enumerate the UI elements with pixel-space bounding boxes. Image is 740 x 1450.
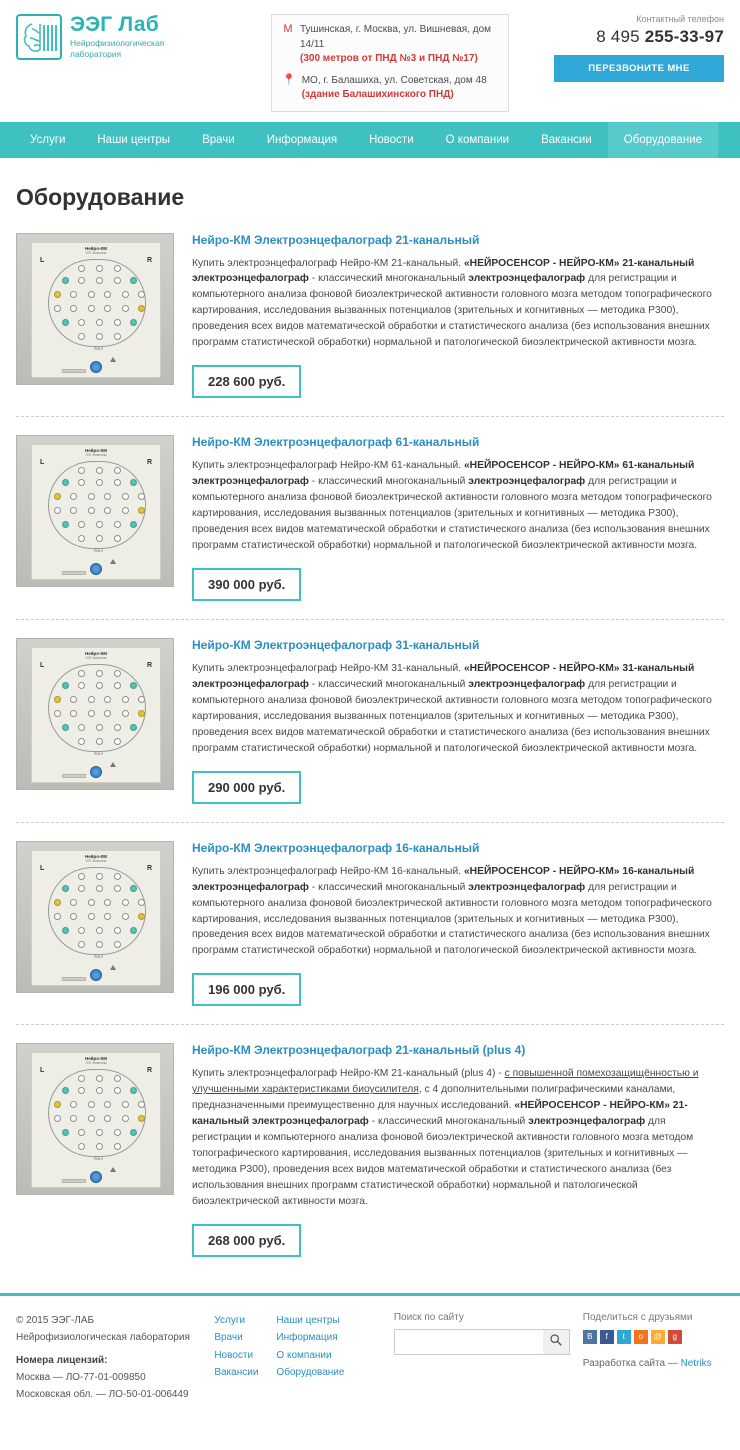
footer-copyright: © 2015 ЭЭГ-ЛАБ (16, 1314, 95, 1326)
nav-item-news[interactable]: Новости (369, 133, 414, 146)
electrode-port (78, 277, 85, 284)
electrode-port (122, 913, 129, 920)
electrode-port (88, 899, 95, 906)
electrode-port (104, 899, 111, 906)
electrode-port (138, 291, 145, 298)
product-info (192, 841, 724, 1007)
metro-icon: М (283, 23, 293, 35)
eeg-device-panel: Нейро-КМ ЭЭГ-Комплекс L R POLY (31, 242, 161, 378)
electrode-port (114, 277, 121, 284)
electrode-port (122, 899, 129, 906)
electrode-port (96, 265, 103, 272)
warning-icon (110, 762, 116, 767)
electrode-port (114, 670, 121, 677)
electrode-port (54, 913, 61, 920)
footer-links-column-2 (276, 1312, 344, 1403)
product-title-link[interactable]: Нейро-КМ Электроэнцефалограф 21-канальный (plus 4) (192, 1043, 526, 1058)
power-knob[interactable] (90, 361, 102, 373)
power-knob[interactable] (90, 969, 102, 981)
developer-link[interactable]: Netriks (680, 1357, 712, 1369)
electrode-port (70, 899, 77, 906)
social-label: Поделиться с друзьями (582, 1311, 693, 1323)
electrode-port (130, 724, 137, 731)
search-button[interactable] (543, 1330, 569, 1354)
electrode-port (70, 696, 77, 703)
nav-item-equipment[interactable]: Оборудование (608, 122, 718, 158)
electrode-port (130, 885, 137, 892)
electrode-port (70, 710, 77, 717)
product-info (192, 1043, 724, 1257)
search-icon (549, 1333, 563, 1347)
odnoklassniki-icon[interactable]: о (634, 1330, 648, 1344)
logo[interactable] (16, 14, 226, 60)
product-price: 268 000 руб. (192, 1224, 301, 1257)
power-knob[interactable] (90, 766, 102, 778)
developer-label: Разработка сайта — (582, 1357, 681, 1369)
electrode-port (114, 873, 121, 880)
product-price: 290 000 руб. (192, 771, 301, 804)
product-title-link[interactable]: Нейро-КМ Электроэнцефалограф 16-канальный (192, 840, 480, 855)
callback-button[interactable]: ПЕРЕЗВОНИТЕ МНЕ (554, 55, 724, 82)
product-description: Купить электроэнцефалограф Нейро-КМ 61-канальный. «НЕЙРОСЕНСОР - НЕЙРО-КМ» 61-канальный электроэнцефалограф - классический многоканальный электроэнцефалограф для регистрации и компьютерного анализа фоновой биоэлектрической активности головного мозга методом топографического картирования, исследования вызванных потенциалов (зрительных и когнитивных — методика Р300), проведения всех видов математической обработки и статистического анализа (без использования внешних программ статистической обработки) нормальной и патологической биоэлектрической активности мозга. (192, 460, 712, 551)
electrode-port (78, 265, 85, 272)
electrode-port (114, 682, 121, 689)
electrode-port (96, 873, 103, 880)
electrode-port (138, 899, 145, 906)
electrode-port (114, 333, 121, 340)
product-image[interactable] (16, 841, 174, 993)
electrode-port (54, 305, 61, 312)
main-content (0, 184, 740, 1257)
electrode-port (114, 319, 121, 326)
electrode-port (96, 670, 103, 677)
product-info (192, 233, 724, 399)
product-info (192, 435, 724, 601)
site-header (0, 0, 740, 122)
footer-license-2: Московская обл. — ЛО-50-01-006449 (16, 1388, 189, 1400)
warning-icon (110, 357, 116, 362)
footer-link-news[interactable]: Новости (214, 1349, 254, 1361)
electrode-port (54, 696, 61, 703)
product-info (192, 638, 724, 804)
social-icons-row (583, 1330, 724, 1344)
contact-label: Контактный телефон (636, 14, 724, 24)
electrode-port (62, 319, 69, 326)
electrode-port (138, 696, 145, 703)
electrode-port (114, 941, 121, 948)
product-title-link[interactable]: Нейро-КМ Электроэнцефалограф 61-канальный (192, 435, 480, 450)
mailru-icon[interactable]: @ (651, 1330, 665, 1344)
electrode-port (88, 913, 95, 920)
product-price: 390 000 руб. (192, 568, 301, 601)
product-description: Купить электроэнцефалограф Нейро-КМ 21-канальный (plus 4) - с повышенной помехозащищённостью и улучшенными характеристиками биоусилителя, с 4 дополнительными полиграфическими каналами, предназначенными преимущественно для научных исследований. «НЕЙРОСЕНСОР - НЕЙРО-КМ» 21-канальный электроэнцефалограф - классический многоканальный электроэнцефалограф для регистрации и компьютерного анализа фоновой биоэлектрической активности головного мозга методом топографического картирования, исследования вызванных потенциалов (зрительных и когнитивных — методика Р300), проведения всех видов математической обработки и статистического анализа (без использования внешних программ статистической обработки) нормальной и патологической биоэлектрической активности мозга. (192, 1068, 699, 1207)
electrode-port (88, 291, 95, 298)
electrode-port (114, 265, 121, 272)
eeg-device-panel: Нейро-КМ ЭЭГ-Комплекс L R POLY (31, 444, 161, 580)
electrode-port (78, 333, 85, 340)
electrode-port (54, 899, 61, 906)
footer-link-about[interactable]: О компании (276, 1349, 332, 1361)
electrode-port (78, 682, 85, 689)
product-price: 228 600 руб. (192, 365, 301, 398)
product-item (16, 435, 724, 601)
electrode-port (54, 291, 61, 298)
electrode-port (104, 913, 111, 920)
electrode-port (62, 927, 69, 934)
address-line-4: (здание Балашихинского ПНД) (301, 89, 454, 100)
logo-subtitle-line1: Нейрофизиологическая (70, 38, 165, 49)
eeg-device-panel: Нейро-КМ ЭЭГ-Комплекс L R POLY (31, 647, 161, 783)
footer-link-doctors[interactable]: Врачи (214, 1332, 243, 1344)
electrode-port (114, 738, 121, 745)
product-item (16, 233, 724, 399)
electrode-port (114, 927, 121, 934)
electrode-port (62, 682, 69, 689)
address-line-3: МО, г. Балашиха, ул. Советская, дом 48 (301, 74, 487, 86)
electrode-port (96, 682, 103, 689)
footer-link-centers[interactable]: Наши центры (276, 1314, 340, 1326)
electrode-port (78, 941, 85, 948)
phone-number[interactable] (554, 27, 724, 47)
warning-icon (110, 965, 116, 970)
electrode-port (96, 319, 103, 326)
search-label: Поиск по сайту (393, 1311, 464, 1323)
electrode-port (104, 710, 111, 717)
eeg-device-panel: Нейро-КМ ЭЭГ-Комплекс L R POLY (31, 850, 161, 986)
eeg-device-panel: Нейро-КМ ЭЭГ-Комплекс L R POLY (31, 1052, 161, 1188)
electrode-port (78, 319, 85, 326)
footer-link-equipment[interactable]: Оборудование (276, 1367, 345, 1379)
footer-developer (583, 1358, 724, 1369)
footer-link-vacancies[interactable]: Вакансии (214, 1367, 259, 1379)
warning-icon (110, 559, 116, 564)
nav-item-vacancies[interactable]: Вакансии (541, 133, 592, 146)
footer-org: Нейрофизиологическая лаборатория (16, 1331, 190, 1343)
main-nav (0, 122, 740, 158)
address-pin-row (282, 74, 496, 103)
electrode-port (138, 913, 145, 920)
electrode-port (78, 885, 85, 892)
electrode-port (138, 710, 145, 717)
product-item (16, 638, 724, 804)
electrode-port (96, 333, 103, 340)
nav-item-uslugi[interactable]: Услуги (30, 133, 66, 146)
address-box (271, 14, 509, 112)
electrode-port (78, 738, 85, 745)
electrode-port (78, 724, 85, 731)
electrode-port (114, 724, 121, 731)
electrode-port (138, 305, 145, 312)
page-title: Оборудование (16, 183, 185, 210)
nav-item-doctors[interactable]: Врачи (202, 133, 235, 146)
section-divider (16, 822, 724, 823)
electrode-port (104, 291, 111, 298)
electrode-port (70, 291, 77, 298)
footer-social (583, 1312, 724, 1403)
vk-icon[interactable]: В (583, 1330, 597, 1344)
contact-block (554, 14, 724, 82)
map-pin-icon: 📍 (282, 73, 296, 86)
electrode-port (96, 885, 103, 892)
electrode-port (104, 305, 111, 312)
section-divider (16, 619, 724, 620)
electrode-port (122, 305, 129, 312)
nav-item-about[interactable]: О компании (445, 133, 510, 146)
footer-link-uslugi[interactable]: Услуги (214, 1314, 246, 1326)
product-title-link[interactable]: Нейро-КМ Электроэнцефалограф 21-канальный (192, 232, 480, 247)
electrode-port (96, 724, 103, 731)
electrode-port (70, 305, 77, 312)
electrode-port (96, 941, 103, 948)
power-knob[interactable] (90, 563, 102, 575)
facebook-icon[interactable]: f (600, 1330, 614, 1344)
google-plus-icon[interactable]: g (668, 1330, 682, 1344)
electrode-port (96, 738, 103, 745)
address-metro-row (282, 23, 496, 67)
electrode-port (130, 682, 137, 689)
brain-logo-icon (16, 14, 62, 60)
footer-link-info[interactable]: Информация (276, 1332, 338, 1344)
product-description: Купить электроэнцефалограф Нейро-КМ 16-канальный. «НЕЙРОСЕНСОР - НЕЙРО-КМ» 16-канальный электроэнцефалограф - классический многоканальный электроэнцефалограф для регистрации и компьютерного анализа фоновой биоэлектрической активности головного мозга методом топографического картирования, исследования вызванных потенциалов (зрительных и когнитивных — методика Р300), проведения всех видов математической обработки и статистического анализа (без использования внешних программ статистической обработки) нормальной и патологической биоэлектрической активности мозга. (192, 865, 712, 957)
footer-links-column-1 (214, 1312, 258, 1403)
electrode-port (88, 710, 95, 717)
product-image[interactable] (16, 1043, 174, 1195)
product-price: 196 000 руб. (192, 973, 301, 1006)
electrode-port (78, 670, 85, 677)
electrode-port (62, 277, 69, 284)
logo-subtitle-line2: лаборатория (70, 48, 122, 59)
electrode-port (122, 696, 129, 703)
site-footer (0, 1293, 740, 1429)
electrode-port (122, 710, 129, 717)
electrode-port (114, 885, 121, 892)
logo-title: ЭЭГ Лаб (70, 13, 159, 36)
section-divider (16, 1024, 724, 1025)
footer-search (394, 1312, 573, 1403)
product-item (16, 841, 724, 1007)
product-description: Купить электроэнцефалограф Нейро-КМ 21-канальный. «НЕЙРОСЕНСОР - НЕЙРО-КМ» 21-канальный электроэнцефалограф - классический многоканальный электроэнцефалограф для регистрации и компьютерного анализа фоновой биоэлектрической активности головного мозга методом топографического картирования, исследования вызванных потенциалов (зрительных и когнитивных — методика Р300), проведения всех видов математической обработки и статистического анализа (без использования внешних программ статистической обработки) нормальной и патологической биоэлектрической активности мозга. (192, 257, 712, 349)
electrode-port (130, 277, 137, 284)
product-list (16, 233, 724, 1257)
footer-license-1: Москва — ЛО-77-01-009850 (16, 1371, 146, 1383)
footer-links (214, 1312, 384, 1403)
electrode-port (130, 927, 137, 934)
product-image[interactable] (16, 233, 174, 385)
electrode-port (104, 696, 111, 703)
phone-prefix: 8 495 (596, 27, 645, 46)
nav-item-centers[interactable]: Наши центры (97, 133, 171, 146)
electrode-port (62, 724, 69, 731)
address-line-1: Тушинская, г. Москва, ул. Вишневая, дом 14/11 (300, 24, 492, 50)
electrode-port (78, 927, 85, 934)
nav-item-info[interactable]: Информация (266, 133, 338, 146)
electrode-port (62, 885, 69, 892)
product-image[interactable] (16, 435, 174, 587)
product-description: Купить электроэнцефалограф Нейро-КМ 31-канальный. «НЕЙРОСЕНСОР - НЕЙРО-КМ» 31-канальный электроэнцефалограф - классический многоканальный электроэнцефалограф для регистрации и компьютерного анализа фоновой биоэлектрической активности головного мозга методом топографического картирования, исследования вызванных потенциалов (зрительных и когнитивных — методика Р300), проведения всех видов математической обработки и статистического анализа (без использования внешних программ статистической обработки) нормальной и патологической биоэлектрической активности мозга. (192, 662, 712, 754)
product-item (16, 1043, 724, 1257)
footer-license-label: Номера лицензий: (16, 1354, 108, 1366)
electrode-port (88, 305, 95, 312)
section-divider (16, 416, 724, 417)
warning-icon (110, 1167, 116, 1172)
footer-company-info (16, 1312, 204, 1403)
electrode-port (96, 927, 103, 934)
product-title-link[interactable]: Нейро-КМ Электроэнцефалограф 31-канальный (192, 637, 480, 652)
electrode-port (78, 873, 85, 880)
electrode-port (96, 277, 103, 284)
twitter-icon[interactable]: t (617, 1330, 631, 1344)
electrode-port (88, 696, 95, 703)
electrode-port (122, 291, 129, 298)
electrode-port (130, 319, 137, 326)
electrode-port (54, 710, 61, 717)
address-line-2: (300 метров от ПНД №3 и ПНД №17) (300, 53, 478, 64)
product-image[interactable] (16, 638, 174, 790)
power-knob[interactable] (90, 1171, 102, 1183)
electrode-port (70, 913, 77, 920)
phone-main: 255-33-97 (644, 27, 724, 46)
